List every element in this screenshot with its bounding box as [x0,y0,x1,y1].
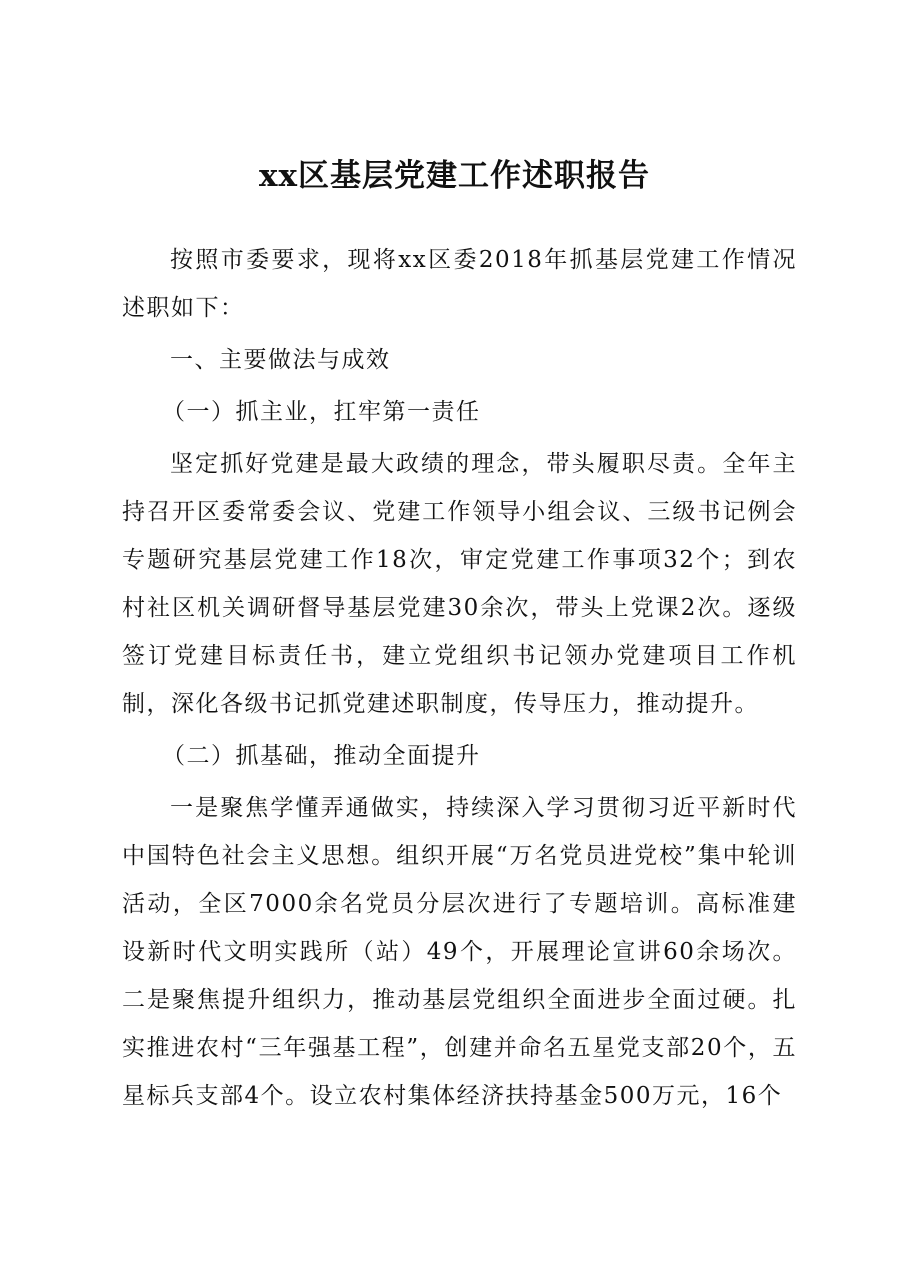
subsection-heading-1: （一）抓主业，扛牢第一责任 [162,399,481,425]
section-heading-1: 一、主要做法与成效 [170,347,391,373]
body-paragraph-2: 一是聚焦学懂弄通做实，持续深入学习贯彻习近平新时代中国特色社会主义思想。组织开展“万名党员进党校”集中轮训活动，全区7000余名党员分层次进行了专题培训。高标准建设新时代文明实践所（站）49个，开展理论宣讲60余场次。二是聚焦提升组织力，推动基层党组织全面进步全面过硬。扎实推进农村“三年强基工程”，创建并命名五星党支部20个，五星标兵支部4个。设立农村集体经济扶持基金500万元，16个 [122,795,797,1109]
subsection-heading-2: （二）抓基础，推动全面提升 [162,743,481,769]
body-paragraph-1: 坚定抓好党建是最大政绩的理念，带头履职尽责。全年主持召开区委常委会议、党建工作领导小组会议、三级书记例会专题研究基层党建工作18次，审定党建工作事项32个；到农村社区机关调研督导基层党建30余次，带头上党课2次。逐级签订党建目标责任书，建立党组织书记领办党建项目工作机制，深化各级书记抓党建述职制度，传导压力，推动提升。 [122,451,797,717]
document-body [122,236,797,1124]
document-title: xx区基层党建工作述职报告 [259,158,650,194]
intro-paragraph: 按照市委要求，现将xx区委2018年抓基层党建工作情况述职如下： [122,247,797,321]
